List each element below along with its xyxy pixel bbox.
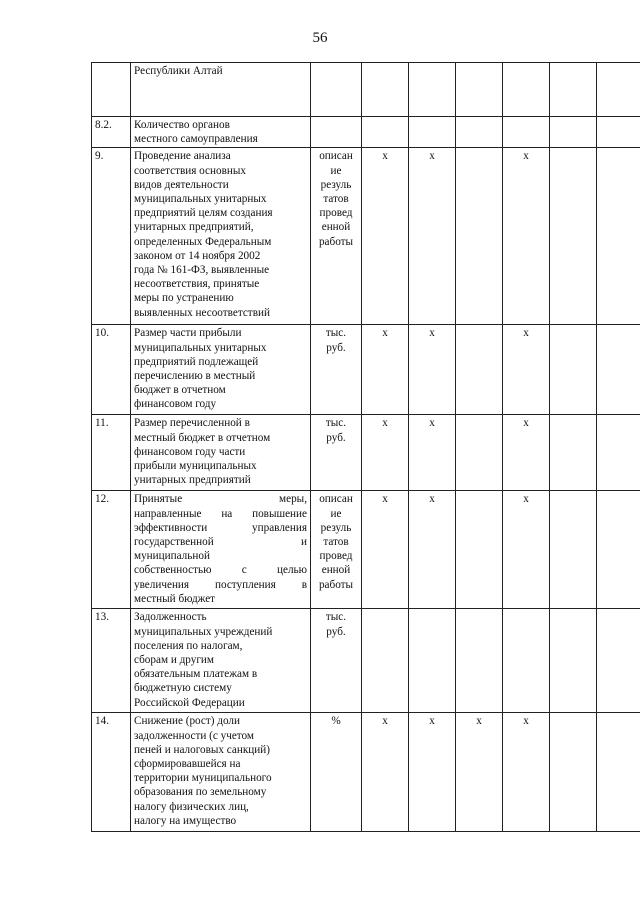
indicator-name-line: финансовом году — [134, 398, 217, 411]
table-row — [92, 117, 640, 148]
mark-cell — [597, 609, 640, 713]
indicator-name-line: Задолженность — [134, 611, 207, 624]
unit-line: татов — [323, 536, 349, 549]
mark-cell — [550, 713, 597, 832]
mark-cell — [597, 713, 640, 832]
unit-line: описан — [319, 493, 353, 506]
unit-line: провед — [319, 207, 353, 220]
indicator-name-line: определенных Федеральным — [134, 235, 272, 248]
mark-cell — [362, 117, 409, 148]
mark-cell: х — [503, 148, 550, 325]
indicator-name-line: налогу физических лиц, — [134, 800, 249, 813]
mark-cell — [456, 117, 503, 148]
mark-cell: х — [503, 491, 550, 609]
indicator-name — [131, 63, 311, 117]
mark-cell — [597, 117, 640, 148]
indicator-name-line: направленные на повышение — [134, 507, 307, 520]
mark-cell: х — [503, 713, 550, 832]
unit-line: ие — [330, 164, 342, 177]
mark-cell: х — [362, 148, 409, 325]
row-number: 14. — [92, 713, 131, 832]
indicator-name-line: Размер части прибыли — [134, 327, 242, 340]
mark-cell — [456, 609, 503, 713]
unit-cell — [311, 415, 362, 491]
unit-line: тыс. — [325, 417, 347, 430]
table-body — [92, 63, 640, 832]
unit-line: работы — [318, 235, 354, 248]
indicator-name-line: бюджет в отчетном — [134, 384, 226, 397]
indicator-name-line: муниципальных унитарных — [134, 341, 267, 354]
row-number: 8.2. — [92, 117, 131, 148]
indicator-name-line: увеличения поступления в — [134, 578, 307, 591]
indicator-name-line: Количество органов — [134, 119, 230, 131]
mark-cell: х — [503, 415, 550, 491]
table-row — [92, 148, 640, 325]
indicator-name-line: эффективности управления — [134, 521, 307, 534]
mark-cell — [550, 609, 597, 713]
indicator-name-line: местный бюджет — [134, 592, 216, 605]
mark-cell — [503, 63, 550, 117]
mark-cell — [550, 491, 597, 609]
mark-cell — [456, 415, 503, 491]
indicator-name-line: предприятий подлежащей — [134, 355, 259, 368]
indicator-name-line: перечислению в местный — [134, 370, 256, 383]
unit-line: резуль — [320, 521, 352, 534]
unit-line: тыс. — [325, 327, 347, 340]
unit-line: работы — [318, 578, 354, 591]
row-number: 9. — [92, 148, 131, 325]
indicator-name-line: Республики Алтай — [134, 65, 223, 77]
indicator-name-line: унитарных предприятий, — [134, 221, 254, 234]
unit-line: енной — [321, 564, 351, 577]
indicator-name-line: территории муниципального — [134, 772, 272, 785]
indicators-table — [91, 62, 640, 832]
mark-cell: х — [409, 491, 456, 609]
indicator-name-line: налогу на имущество — [134, 814, 237, 827]
indicator-name-line: муниципальной — [134, 550, 210, 563]
unit-cell — [311, 609, 362, 713]
unit-cell — [311, 117, 362, 148]
indicator-name-line: видов деятельности — [134, 178, 229, 191]
mark-cell — [550, 415, 597, 491]
mark-cell: х — [409, 325, 456, 415]
unit-line: руб. — [326, 431, 346, 444]
unit-line: описан — [319, 150, 353, 163]
indicator-name-line: образования по земельному — [134, 786, 267, 799]
unit-line: руб. — [326, 625, 346, 638]
indicator-name-line: местного самоуправления — [134, 133, 258, 146]
mark-cell: х — [409, 713, 456, 832]
unit-line: ие — [330, 507, 342, 520]
unit-line: тыс. — [325, 611, 347, 624]
mark-cell — [362, 609, 409, 713]
indicator-name — [131, 325, 311, 415]
indicator-name-line: Размер перечисленной в — [134, 417, 250, 430]
mark-cell: х — [503, 325, 550, 415]
mark-cell — [409, 63, 456, 117]
indicator-name-line: финансовом году части — [134, 445, 246, 458]
indicator-name-line: прибыли муниципальных — [134, 460, 257, 473]
indicator-name-line: местный бюджет в отчетном — [134, 431, 271, 444]
mark-cell: х — [362, 415, 409, 491]
mark-cell — [550, 325, 597, 415]
indicator-name-line: выявленных несоответствий — [134, 306, 270, 319]
row-number: 11. — [92, 415, 131, 491]
indicator-name — [131, 148, 311, 325]
table-row — [92, 713, 640, 832]
unit-line: % — [331, 715, 341, 728]
indicator-name — [131, 117, 311, 148]
indicator-name-line: Российской Федерации — [134, 696, 245, 709]
mark-cell — [503, 117, 550, 148]
row-number — [92, 63, 131, 117]
indicator-name-line: законом от 14 ноября 2002 — [134, 249, 261, 262]
mark-cell — [456, 491, 503, 609]
mark-cell: х — [409, 148, 456, 325]
indicator-name-line: Снижение (рост) доли — [134, 715, 240, 728]
indicator-name-line: меры по устранению — [134, 292, 234, 305]
mark-cell — [409, 609, 456, 713]
row-number: 10. — [92, 325, 131, 415]
mark-cell — [362, 63, 409, 117]
indicator-name-line: поселения по налогам, — [134, 639, 243, 652]
mark-cell: х — [362, 713, 409, 832]
indicator-name-line: собственностью с целью — [134, 564, 307, 577]
indicator-name-line: соответствия основных — [134, 164, 246, 177]
mark-cell — [456, 148, 503, 325]
unit-cell — [311, 713, 362, 832]
unit-cell — [311, 491, 362, 609]
indicator-name-line: сборам и другим — [134, 654, 214, 667]
indicator-name-line: обязательным платежам в — [134, 668, 258, 681]
table-row — [92, 325, 640, 415]
mark-cell — [597, 148, 640, 325]
row-number: 13. — [92, 609, 131, 713]
mark-cell — [456, 63, 503, 117]
indicator-name-line: несоответствия, принятые — [134, 278, 260, 291]
page-number: 56 — [312, 30, 328, 46]
mark-cell — [503, 609, 550, 713]
unit-line: татов — [323, 193, 349, 206]
mark-cell — [550, 117, 597, 148]
indicator-name-line: унитарных предприятий — [134, 474, 251, 487]
indicator-name-line: бюджетную систему — [134, 682, 232, 695]
mark-cell: х — [456, 713, 503, 832]
indicator-name-line: Принятые меры, — [134, 493, 307, 506]
indicator-name-line: Проведение анализа — [134, 150, 231, 163]
unit-line: енной — [321, 221, 351, 234]
indicator-name-line: задолженности (с учетом — [134, 729, 255, 742]
table-row — [92, 63, 640, 117]
table-row — [92, 609, 640, 713]
indicator-name — [131, 713, 311, 832]
indicator-name-line: года № 161-ФЗ, выявленные — [134, 264, 270, 277]
indicator-name — [131, 491, 311, 609]
indicator-name-line: сформировавшейся на — [134, 758, 241, 771]
mark-cell — [597, 325, 640, 415]
indicator-name-line: государственной и — [134, 536, 307, 549]
mark-cell: х — [362, 491, 409, 609]
unit-cell — [311, 148, 362, 325]
mark-cell — [550, 148, 597, 325]
row-number: 12. — [92, 491, 131, 609]
unit-cell — [311, 63, 362, 117]
mark-cell — [597, 491, 640, 609]
mark-cell: х — [409, 415, 456, 491]
indicator-name — [131, 415, 311, 491]
indicator-name — [131, 609, 311, 713]
table-row — [92, 491, 640, 609]
indicator-name-line: муниципальных учреждений — [134, 625, 273, 638]
indicator-name-line: муниципальных унитарных — [134, 193, 267, 206]
unit-line: провед — [319, 550, 353, 563]
indicator-name-line: предприятий целям создания — [134, 207, 273, 220]
mark-cell — [597, 63, 640, 117]
unit-line: руб. — [326, 341, 346, 354]
unit-cell — [311, 325, 362, 415]
table-row — [92, 415, 640, 491]
mark-cell — [597, 415, 640, 491]
mark-cell — [550, 63, 597, 117]
mark-cell: х — [362, 325, 409, 415]
indicator-name-line: пеней и налоговых санкций) — [134, 743, 270, 756]
mark-cell — [409, 117, 456, 148]
unit-line: резуль — [320, 178, 352, 191]
mark-cell — [456, 325, 503, 415]
